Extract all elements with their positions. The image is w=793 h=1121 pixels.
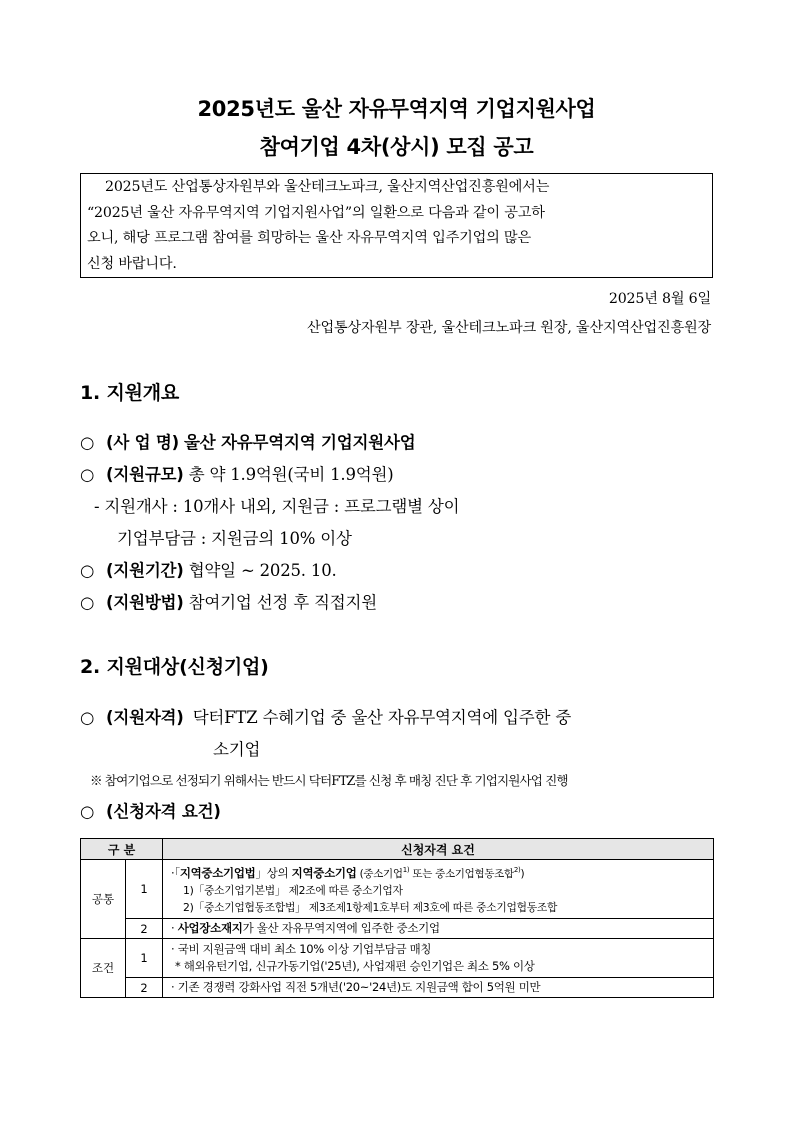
- bullet: ○: [80, 433, 95, 452]
- requirement-line: · 기존 경쟁력 강화사업 직전 5개년('20~'24년)도 지원금액 합이 5억원 미만: [171, 980, 541, 994]
- section-2-heading: 2. 지원대상(신청기업): [80, 656, 269, 678]
- scale-detail-1: - 지원개사 : 10개사 내외, 지원금 : 프로그램별 상이: [94, 497, 460, 516]
- table-row: [81, 978, 714, 998]
- item-value: 울산 자유무역지역 기업지원사업: [184, 433, 416, 452]
- item-scale: [80, 461, 394, 485]
- note: ※ 참여기업으로 선정되기 위해서는 반드시 닥터FTZ를 신청 후 매칭 진단 후 기업지원사업 진행: [90, 773, 568, 788]
- text: 가 울산 자유무역지역에 입주한 중소기업: [242, 921, 440, 935]
- text: ): [520, 867, 525, 880]
- requirement-line: [171, 920, 713, 937]
- requirement-note: * 해외유턴기업, 신규가동기업('25년), 사업재편 승인기업은 최소 5% 이상: [175, 959, 535, 973]
- item-label: (지원자격): [106, 708, 184, 727]
- requirement-cell: [163, 939, 714, 978]
- text: 또는 중소기업협동조합: [409, 867, 514, 880]
- text: ·: [171, 921, 178, 935]
- row-number: 1: [126, 860, 163, 919]
- item-label: (지원기간): [106, 561, 184, 580]
- requirement-footnote-1: 1)「중소기업기본법」 제2조에 따른 중소기업자: [183, 884, 403, 898]
- requirement-cell: [163, 978, 714, 998]
- group-condition: 조건: [81, 939, 126, 998]
- item-label: (신청자격 요건): [106, 802, 221, 821]
- requirements-table: [80, 838, 714, 998]
- table-header-category: 구 분: [81, 839, 163, 860]
- intro-line-4: 신청 바랍니다.: [87, 255, 177, 272]
- item-label: (지원규모): [106, 465, 184, 484]
- requirement-footnote-2: 2)「중소기업협동조합법」 제3조제1항제1호부터 제3호에 따른 중소기업협동조합: [183, 901, 558, 915]
- item-value: 협약일 ~ 2025. 10.: [188, 561, 337, 580]
- scale-detail-2: 기업부담금 : 지원금의 10% 이상: [117, 529, 352, 548]
- item-value: 참여기업 선정 후 직접지원: [188, 593, 377, 612]
- text: 」상의: [255, 865, 292, 880]
- item-method: [80, 589, 377, 613]
- table-header-requirements: 신청자격 요건: [163, 839, 714, 860]
- intro-line-2: “2025년 울산 자유무역지역 기업지원사업”의 일환으로 다음과 같이 공고하: [87, 204, 545, 221]
- group-common: 공통: [81, 860, 126, 939]
- title-line-1: 2025년도 울산 자유무역지역 기업지원사업: [197, 97, 596, 121]
- bullet: ○: [80, 802, 95, 821]
- footnote-ref: 1): [402, 865, 410, 874]
- item-value: 총 약 1.9억원(국비 1.9억원): [188, 465, 394, 484]
- intro-line-3: 오니, 해당 프로그램 참여를 희망하는 울산 자유무역지역 입주기업의 많은: [87, 230, 531, 246]
- item-value: 닥터FTZ 수혜기업 중 울산 자유무역지역에 입주한 중: [192, 708, 572, 727]
- requirement-line: [171, 862, 713, 883]
- workplace-term: 사업장소재지: [177, 921, 243, 935]
- row-number: 2: [126, 919, 163, 939]
- item-qualification: [80, 704, 571, 728]
- text: (중소기업: [356, 867, 403, 880]
- bullet: ○: [80, 593, 95, 612]
- intro-box: [80, 173, 713, 278]
- title-line-2: 참여기업 4차(상시) 모집 공고: [259, 135, 534, 159]
- sme-term: 지역중소기업: [291, 865, 357, 880]
- item-qualification-cont: 소기업: [213, 740, 261, 759]
- item-requirements: [80, 798, 221, 822]
- item-label: (사 업 명): [106, 433, 179, 452]
- table-row: [81, 919, 714, 939]
- table-row: [81, 939, 714, 978]
- table-row: [81, 860, 714, 919]
- requirement-cell: [163, 860, 714, 919]
- bullet: ○: [80, 561, 95, 580]
- law-name: 지역중소기업법: [179, 865, 256, 880]
- text: ·「: [171, 865, 180, 880]
- footnote-ref: 2): [513, 865, 521, 874]
- item-project-name: [80, 429, 415, 453]
- item-label: (지원방법): [106, 593, 184, 612]
- section-1-heading: 1. 지원개요: [80, 382, 180, 404]
- table-header-row: [81, 839, 714, 860]
- bullet: ○: [80, 465, 95, 484]
- item-period: [80, 557, 337, 581]
- announcement-date: 2025년 8월 6일: [608, 291, 711, 307]
- intro-line-1: 2025년도 산업통상자원부와 울산테크노파크, 울산지역산업진흥원에서는: [105, 179, 550, 195]
- requirement-cell: [163, 919, 714, 939]
- requirement-line: · 국비 지원금액 대비 최소 10% 이상 기업부담금 매칭: [171, 942, 432, 956]
- bullet: ○: [80, 708, 95, 727]
- row-number: 1: [126, 939, 163, 978]
- issuer: 산업통상자원부 장관, 울산테크노파크 원장, 울산지역산업진흥원장: [306, 320, 711, 336]
- row-number: 2: [126, 978, 163, 998]
